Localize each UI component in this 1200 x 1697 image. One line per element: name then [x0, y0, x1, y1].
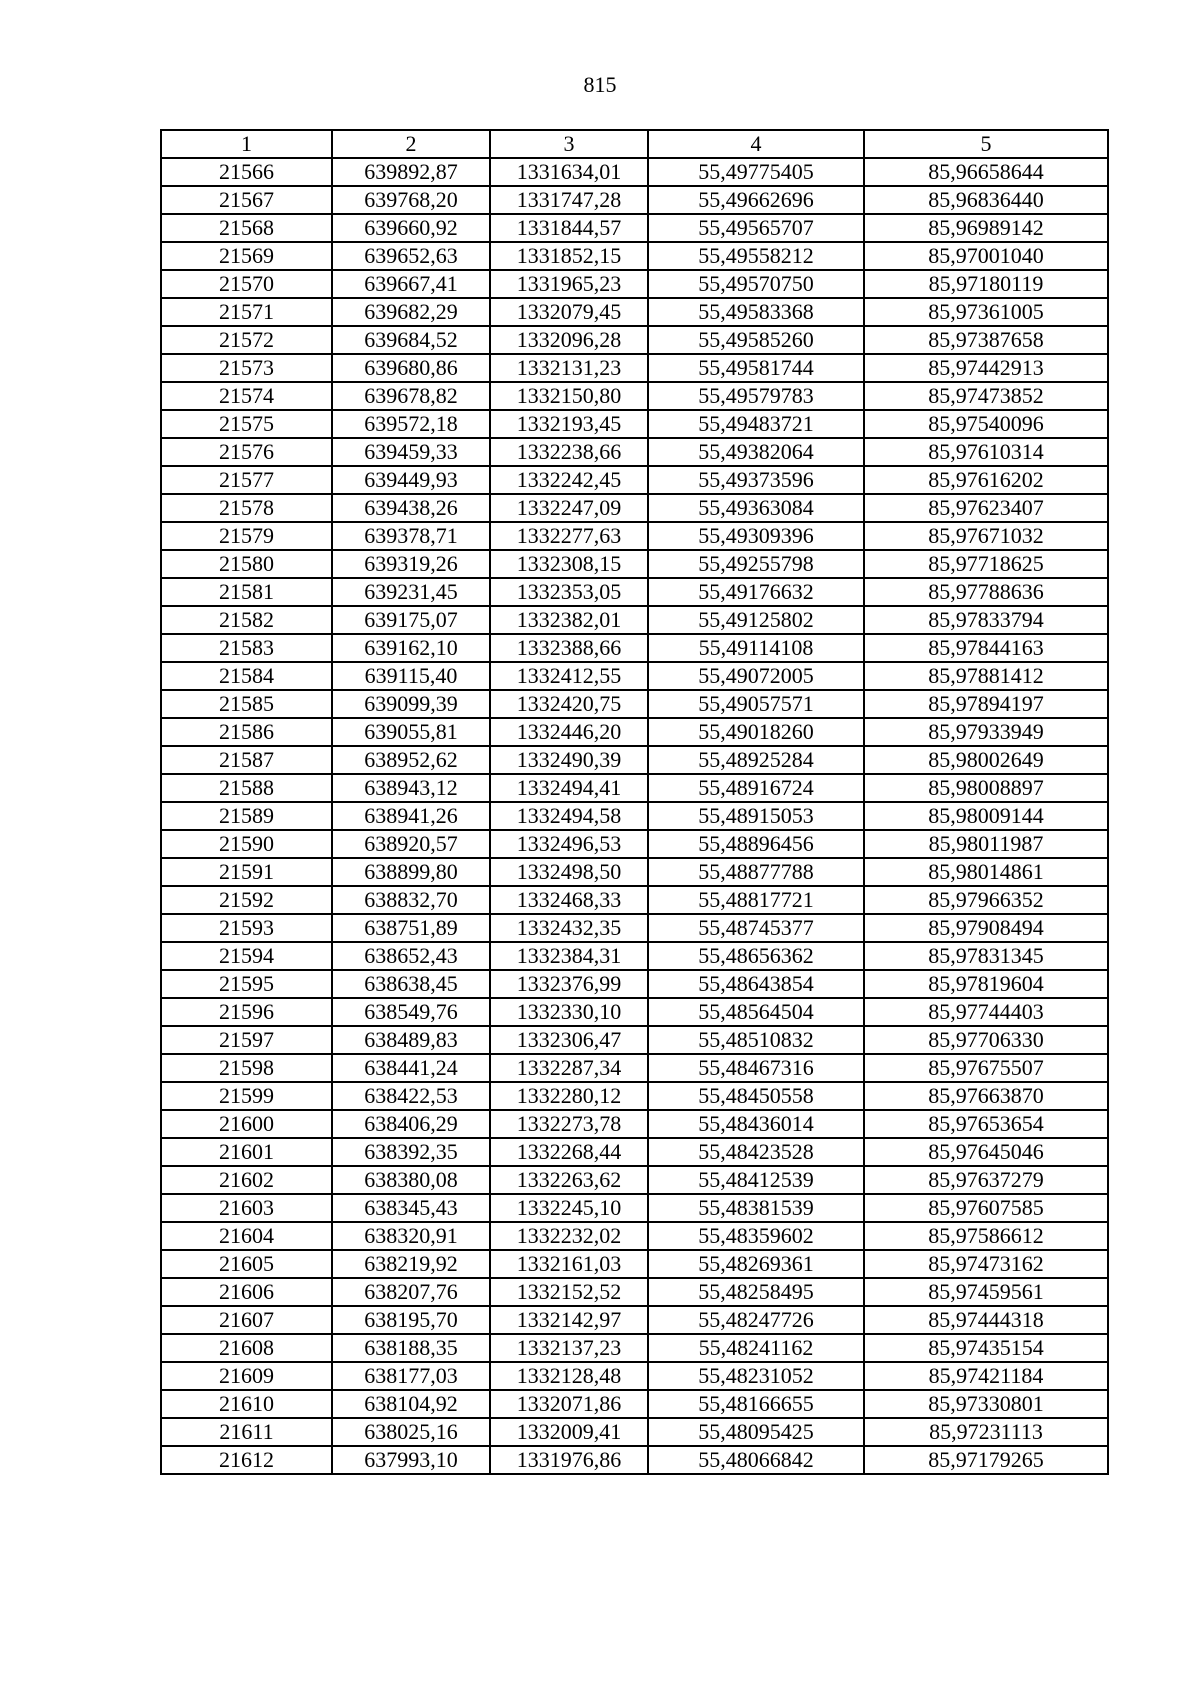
table-cell: 1332131,23 [490, 354, 648, 382]
table-row [161, 858, 1108, 886]
table-cell: 21606 [161, 1278, 332, 1306]
table-cell: 21583 [161, 634, 332, 662]
table-cell: 85,97586612 [864, 1222, 1108, 1250]
table-cell: 1332238,66 [490, 438, 648, 466]
table-cell: 21601 [161, 1138, 332, 1166]
table-cell: 21609 [161, 1362, 332, 1390]
table-cell: 55,48656362 [648, 942, 864, 970]
table-cell: 639378,71 [332, 522, 490, 550]
table-cell: 21585 [161, 690, 332, 718]
table-cell: 1332306,47 [490, 1026, 648, 1054]
table-cell: 638195,70 [332, 1306, 490, 1334]
table-cell: 85,97881412 [864, 662, 1108, 690]
table-cell: 638345,43 [332, 1194, 490, 1222]
table-cell: 55,48916724 [648, 774, 864, 802]
table-cell: 85,97623407 [864, 494, 1108, 522]
table-cell: 85,97473852 [864, 382, 1108, 410]
table-cell: 85,97671032 [864, 522, 1108, 550]
table-row [161, 662, 1108, 690]
table-cell: 1332384,31 [490, 942, 648, 970]
table-cell: 1332009,41 [490, 1418, 648, 1446]
table-cell: 55,48745377 [648, 914, 864, 942]
table-cell: 85,96836440 [864, 186, 1108, 214]
table-cell: 1331634,01 [490, 158, 648, 186]
table-cell: 1332494,58 [490, 802, 648, 830]
table-cell: 55,48925284 [648, 746, 864, 774]
table-cell: 21569 [161, 242, 332, 270]
table-cell: 21597 [161, 1026, 332, 1054]
table-row [161, 1194, 1108, 1222]
table-cell: 55,49565707 [648, 214, 864, 242]
table-row [161, 690, 1108, 718]
table-cell: 85,97231113 [864, 1418, 1108, 1446]
table-cell: 1332142,97 [490, 1306, 648, 1334]
table-cell: 55,49057571 [648, 690, 864, 718]
table-cell: 639175,07 [332, 606, 490, 634]
table-cell: 85,97663870 [864, 1082, 1108, 1110]
table-row [161, 1306, 1108, 1334]
table-row [161, 466, 1108, 494]
table-cell: 639115,40 [332, 662, 490, 690]
table-cell: 85,97444318 [864, 1306, 1108, 1334]
table-cell: 55,48877788 [648, 858, 864, 886]
table-cell: 55,48241162 [648, 1334, 864, 1362]
table-cell: 1332273,78 [490, 1110, 648, 1138]
table-cell: 55,48510832 [648, 1026, 864, 1054]
table-cell: 85,97706330 [864, 1026, 1108, 1054]
table-row [161, 942, 1108, 970]
table-cell: 55,48166655 [648, 1390, 864, 1418]
table-cell: 1332277,63 [490, 522, 648, 550]
table-cell: 85,97894197 [864, 690, 1108, 718]
table-row [161, 970, 1108, 998]
table-cell: 21591 [161, 858, 332, 886]
column-header-1: 1 [161, 130, 332, 158]
table-cell: 639438,26 [332, 494, 490, 522]
table-cell: 55,49581744 [648, 354, 864, 382]
table-cell: 21581 [161, 578, 332, 606]
table-row [161, 410, 1108, 438]
table-cell: 1331852,15 [490, 242, 648, 270]
table-row [161, 214, 1108, 242]
table-row [161, 578, 1108, 606]
table-cell: 21610 [161, 1390, 332, 1418]
table-row [161, 1418, 1108, 1446]
table-cell: 85,98011987 [864, 830, 1108, 858]
table-cell: 21590 [161, 830, 332, 858]
table-cell: 85,97744403 [864, 998, 1108, 1026]
table-cell: 21598 [161, 1054, 332, 1082]
table-row [161, 270, 1108, 298]
table-cell: 55,48817721 [648, 886, 864, 914]
table-row [161, 1054, 1108, 1082]
table-cell: 55,49255798 [648, 550, 864, 578]
table-cell: 638025,16 [332, 1418, 490, 1446]
table-cell: 1331844,57 [490, 214, 648, 242]
table-cell: 85,97645046 [864, 1138, 1108, 1166]
table-cell: 85,97180119 [864, 270, 1108, 298]
table-cell: 1332308,15 [490, 550, 648, 578]
table-cell: 638751,89 [332, 914, 490, 942]
table-cell: 55,48269361 [648, 1250, 864, 1278]
table-cell: 639572,18 [332, 410, 490, 438]
table-cell: 638832,70 [332, 886, 490, 914]
table-cell: 55,48423528 [648, 1138, 864, 1166]
table-cell: 55,49373596 [648, 466, 864, 494]
table-cell: 21584 [161, 662, 332, 690]
table-cell: 85,97179265 [864, 1446, 1108, 1474]
table-cell: 85,97330801 [864, 1390, 1108, 1418]
table-cell: 1332498,50 [490, 858, 648, 886]
table-cell: 1332420,75 [490, 690, 648, 718]
table-cell: 55,49570750 [648, 270, 864, 298]
table-row [161, 522, 1108, 550]
table-cell: 638441,24 [332, 1054, 490, 1082]
table-row [161, 774, 1108, 802]
table-cell: 1332287,34 [490, 1054, 648, 1082]
table-cell: 55,49018260 [648, 718, 864, 746]
table-cell: 55,48412539 [648, 1166, 864, 1194]
table-cell: 638188,35 [332, 1334, 490, 1362]
table-cell: 1332446,20 [490, 718, 648, 746]
table-cell: 21607 [161, 1306, 332, 1334]
table-row [161, 354, 1108, 382]
table-cell: 1332412,55 [490, 662, 648, 690]
table-cell: 638422,53 [332, 1082, 490, 1110]
table-cell: 639459,33 [332, 438, 490, 466]
table-cell: 21608 [161, 1334, 332, 1362]
table-cell: 85,97653654 [864, 1110, 1108, 1138]
table-cell: 55,49662696 [648, 186, 864, 214]
table-cell: 55,48915053 [648, 802, 864, 830]
table-cell: 639099,39 [332, 690, 490, 718]
table-row [161, 326, 1108, 354]
table-cell: 55,48066842 [648, 1446, 864, 1474]
table-cell: 21604 [161, 1222, 332, 1250]
table-cell: 21602 [161, 1166, 332, 1194]
table-cell: 85,97616202 [864, 466, 1108, 494]
table-cell: 638207,76 [332, 1278, 490, 1306]
table-row [161, 914, 1108, 942]
table-cell: 639449,93 [332, 466, 490, 494]
table-cell: 638406,29 [332, 1110, 490, 1138]
table-cell: 21600 [161, 1110, 332, 1138]
table-cell: 55,48436014 [648, 1110, 864, 1138]
table-cell: 1332128,48 [490, 1362, 648, 1390]
table-cell: 21588 [161, 774, 332, 802]
table-row [161, 1278, 1108, 1306]
table-cell: 1332353,05 [490, 578, 648, 606]
table-cell: 55,49558212 [648, 242, 864, 270]
table-cell: 55,48258495 [648, 1278, 864, 1306]
page-number: 815 [583, 72, 617, 97]
table-cell: 638549,76 [332, 998, 490, 1026]
table-cell: 21603 [161, 1194, 332, 1222]
table-cell: 85,98002649 [864, 746, 1108, 774]
table-cell: 21580 [161, 550, 332, 578]
table-row [161, 1026, 1108, 1054]
table-cell: 639680,86 [332, 354, 490, 382]
table-cell: 1332432,35 [490, 914, 648, 942]
table-cell: 1332161,03 [490, 1250, 648, 1278]
table-cell: 1332376,99 [490, 970, 648, 998]
table-cell: 85,97607585 [864, 1194, 1108, 1222]
table-cell: 1332490,39 [490, 746, 648, 774]
table-row [161, 1138, 1108, 1166]
table-body [161, 158, 1108, 1474]
table-cell: 1332079,45 [490, 298, 648, 326]
table-row [161, 1390, 1108, 1418]
table-cell: 85,97610314 [864, 438, 1108, 466]
table-row [161, 158, 1108, 186]
table-cell: 55,49483721 [648, 410, 864, 438]
table-cell: 55,48643854 [648, 970, 864, 998]
table-cell: 55,48095425 [648, 1418, 864, 1446]
table-row [161, 494, 1108, 522]
table-cell: 85,98009144 [864, 802, 1108, 830]
table-cell: 21611 [161, 1418, 332, 1446]
table-cell: 1332242,45 [490, 466, 648, 494]
table-row [161, 382, 1108, 410]
table-cell: 638320,91 [332, 1222, 490, 1250]
table-cell: 639055,81 [332, 718, 490, 746]
table-cell: 85,97435154 [864, 1334, 1108, 1362]
table-cell: 1332280,12 [490, 1082, 648, 1110]
table-cell: 55,48247726 [648, 1306, 864, 1334]
table-cell: 638380,08 [332, 1166, 490, 1194]
table-cell: 85,97819604 [864, 970, 1108, 998]
table-cell: 85,97675507 [864, 1054, 1108, 1082]
table-cell: 21568 [161, 214, 332, 242]
table-cell: 639892,87 [332, 158, 490, 186]
table-cell: 85,97637279 [864, 1166, 1108, 1194]
table-cell: 21592 [161, 886, 332, 914]
table-cell: 639682,29 [332, 298, 490, 326]
coordinates-table [160, 129, 1109, 1475]
table-row [161, 1166, 1108, 1194]
table-cell: 1332137,23 [490, 1334, 648, 1362]
table-row [161, 1334, 1108, 1362]
table-cell: 1332247,09 [490, 494, 648, 522]
table-cell: 55,49072005 [648, 662, 864, 690]
table-cell: 85,97442913 [864, 354, 1108, 382]
table-cell: 1332494,41 [490, 774, 648, 802]
table-cell: 55,48896456 [648, 830, 864, 858]
table-cell: 639231,45 [332, 578, 490, 606]
table-cell: 85,97966352 [864, 886, 1108, 914]
table-row [161, 606, 1108, 634]
table-row [161, 718, 1108, 746]
table-cell: 638943,12 [332, 774, 490, 802]
table-cell: 55,49583368 [648, 298, 864, 326]
table-row [161, 802, 1108, 830]
table-cell: 21595 [161, 970, 332, 998]
table-cell: 55,48231052 [648, 1362, 864, 1390]
table-cell: 55,49585260 [648, 326, 864, 354]
table-cell: 85,97788636 [864, 578, 1108, 606]
table-cell: 639768,20 [332, 186, 490, 214]
table-cell: 1332071,86 [490, 1390, 648, 1418]
table-cell: 639667,41 [332, 270, 490, 298]
table-cell: 85,97833794 [864, 606, 1108, 634]
table-cell: 55,48381539 [648, 1194, 864, 1222]
table-cell: 21573 [161, 354, 332, 382]
table-row [161, 438, 1108, 466]
table-cell: 21574 [161, 382, 332, 410]
table-cell: 638104,92 [332, 1390, 490, 1418]
table-cell: 1332268,44 [490, 1138, 648, 1166]
table-row [161, 242, 1108, 270]
table-cell: 1331976,86 [490, 1446, 648, 1474]
table-cell: 638920,57 [332, 830, 490, 858]
table-cell: 21570 [161, 270, 332, 298]
table-row [161, 634, 1108, 662]
table-row [161, 1110, 1108, 1138]
table-cell: 21587 [161, 746, 332, 774]
table-cell: 85,98008897 [864, 774, 1108, 802]
table-cell: 638392,35 [332, 1138, 490, 1166]
table-cell: 85,97473162 [864, 1250, 1108, 1278]
table-cell: 1332150,80 [490, 382, 648, 410]
table-cell: 639652,63 [332, 242, 490, 270]
table-cell: 21593 [161, 914, 332, 942]
table-cell: 638489,83 [332, 1026, 490, 1054]
table-cell: 639678,82 [332, 382, 490, 410]
table-cell: 1332496,53 [490, 830, 648, 858]
table-row [161, 1222, 1108, 1250]
table-cell: 21571 [161, 298, 332, 326]
table-header [161, 130, 1108, 158]
table-cell: 21612 [161, 1446, 332, 1474]
table-cell: 21599 [161, 1082, 332, 1110]
table-cell: 85,97421184 [864, 1362, 1108, 1390]
table-row [161, 746, 1108, 774]
table-cell: 85,96658644 [864, 158, 1108, 186]
table-cell: 55,49176632 [648, 578, 864, 606]
table-cell: 1332388,66 [490, 634, 648, 662]
table-cell: 85,97001040 [864, 242, 1108, 270]
table-cell: 85,97831345 [864, 942, 1108, 970]
table-cell: 639319,26 [332, 550, 490, 578]
table-cell: 85,98014861 [864, 858, 1108, 886]
table-cell: 55,49382064 [648, 438, 864, 466]
table-cell: 638219,92 [332, 1250, 490, 1278]
table-cell: 21586 [161, 718, 332, 746]
table-row [161, 998, 1108, 1026]
table-cell: 85,97908494 [864, 914, 1108, 942]
table-cell: 85,97718625 [864, 550, 1108, 578]
table-cell: 1332263,62 [490, 1166, 648, 1194]
table-cell: 1332096,28 [490, 326, 648, 354]
table-cell: 85,97844163 [864, 634, 1108, 662]
table-cell: 21579 [161, 522, 332, 550]
table-cell: 85,97387658 [864, 326, 1108, 354]
table-row [161, 1250, 1108, 1278]
column-header-2: 2 [332, 130, 490, 158]
table-cell: 638652,43 [332, 942, 490, 970]
table-row [161, 1082, 1108, 1110]
table-cell: 55,49114108 [648, 634, 864, 662]
column-header-3: 3 [490, 130, 648, 158]
table-cell: 638952,62 [332, 746, 490, 774]
table-row [161, 886, 1108, 914]
table-cell: 21589 [161, 802, 332, 830]
table-cell: 85,97540096 [864, 410, 1108, 438]
table-cell: 85,97459561 [864, 1278, 1108, 1306]
table-cell: 21596 [161, 998, 332, 1026]
table-cell: 1332330,10 [490, 998, 648, 1026]
table-cell: 21566 [161, 158, 332, 186]
table-cell: 55,49775405 [648, 158, 864, 186]
table-cell: 638177,03 [332, 1362, 490, 1390]
table-row [161, 186, 1108, 214]
table-cell: 55,48359602 [648, 1222, 864, 1250]
table-cell: 85,96989142 [864, 214, 1108, 242]
table-cell: 85,97933949 [864, 718, 1108, 746]
table-cell: 638899,80 [332, 858, 490, 886]
table-cell: 1332193,45 [490, 410, 648, 438]
table-cell: 639162,10 [332, 634, 490, 662]
table-cell: 1332245,10 [490, 1194, 648, 1222]
column-header-4: 4 [648, 130, 864, 158]
table-cell: 1332152,52 [490, 1278, 648, 1306]
table-cell: 639684,52 [332, 326, 490, 354]
table-cell: 55,48467316 [648, 1054, 864, 1082]
table-cell: 55,48564504 [648, 998, 864, 1026]
table-row [161, 830, 1108, 858]
table-cell: 1331747,28 [490, 186, 648, 214]
table-row [161, 1446, 1108, 1474]
table-cell: 1332468,33 [490, 886, 648, 914]
table-cell: 638638,45 [332, 970, 490, 998]
table-cell: 21594 [161, 942, 332, 970]
column-header-5: 5 [864, 130, 1108, 158]
table-cell: 55,48450558 [648, 1082, 864, 1110]
header-row [161, 130, 1108, 158]
table-cell: 21567 [161, 186, 332, 214]
table-row [161, 1362, 1108, 1390]
table-cell: 1332382,01 [490, 606, 648, 634]
table-cell: 21575 [161, 410, 332, 438]
table-cell: 21605 [161, 1250, 332, 1278]
table-row [161, 298, 1108, 326]
table-cell: 1331965,23 [490, 270, 648, 298]
table-cell: 21576 [161, 438, 332, 466]
table-cell: 55,49309396 [648, 522, 864, 550]
table-cell: 637993,10 [332, 1446, 490, 1474]
table-cell: 1332232,02 [490, 1222, 648, 1250]
table-cell: 55,49363084 [648, 494, 864, 522]
table-cell: 21578 [161, 494, 332, 522]
table-cell: 21572 [161, 326, 332, 354]
table-cell: 638941,26 [332, 802, 490, 830]
table-cell: 55,49125802 [648, 606, 864, 634]
table-cell: 85,97361005 [864, 298, 1108, 326]
table-row [161, 550, 1108, 578]
table-cell: 21577 [161, 466, 332, 494]
table-cell: 55,49579783 [648, 382, 864, 410]
table-cell: 21582 [161, 606, 332, 634]
table-cell: 639660,92 [332, 214, 490, 242]
